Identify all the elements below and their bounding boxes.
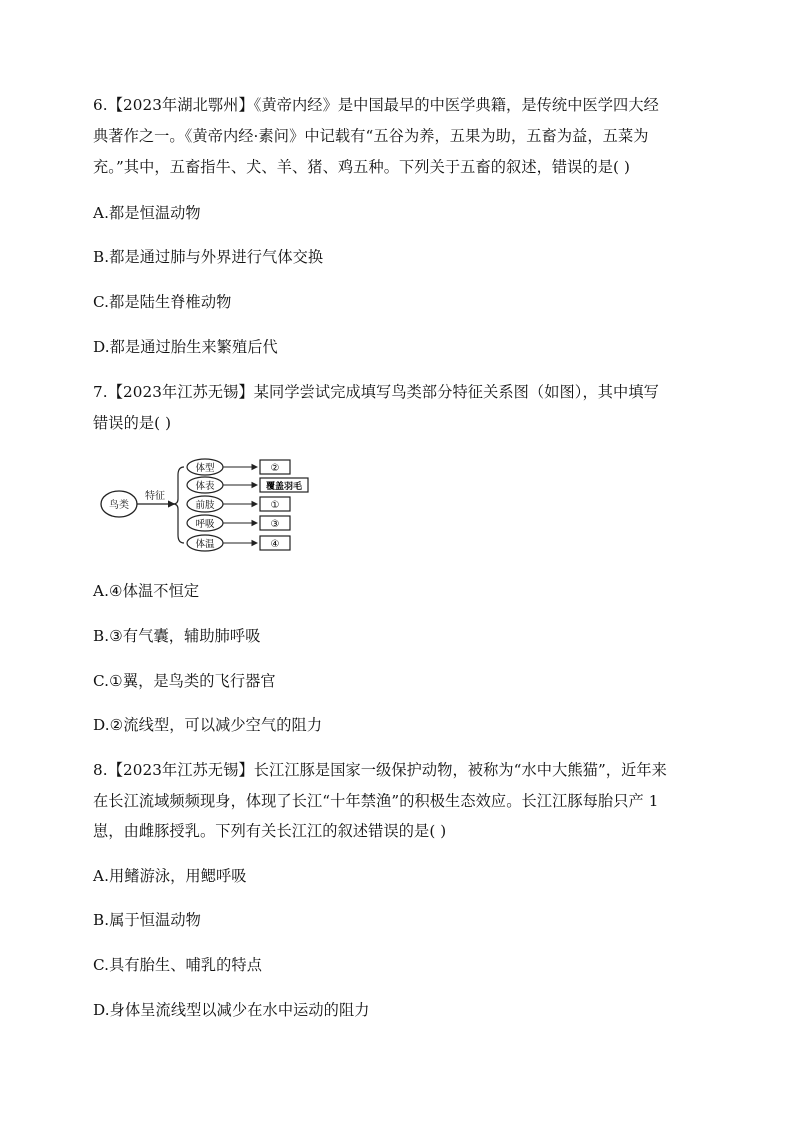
- q6-option-c: C.都是陆生脊椎动物: [93, 293, 232, 311]
- diagram-value-label: ①: [270, 500, 280, 511]
- diagram-row-respiration: [187, 515, 290, 531]
- diagram-feature-label: 体型: [195, 463, 215, 474]
- diagram-link-label: 特征: [145, 491, 165, 502]
- q7-option-d: D.②流线型，可以减少空气的阻力: [93, 716, 323, 734]
- diagram-row-body-shape: [187, 459, 290, 475]
- q7-option-a: A.④体温不恒定: [93, 582, 200, 600]
- diagram-row-forelimb: [187, 496, 290, 512]
- diagram-value-label: ③: [270, 519, 280, 530]
- diagram-row-body-surface: [187, 477, 308, 493]
- q8-stem-line-3: 崽，由雌豚授乳。下列有关长江江的叙述错误的是( ): [93, 822, 447, 840]
- q7-stem-line-1: 7.【2023年江苏无锡】某同学尝试完成填写鸟类部分特征关系图（如图），其中填写: [93, 383, 659, 401]
- diagram-feature-label: 呼吸: [195, 519, 215, 530]
- diagram-row-body-temperature: [187, 535, 290, 551]
- q8-option-b: B.属于恒温动物: [93, 911, 201, 929]
- q8-stem-line-2: 在长江流域频频现身，体现了长江“十年禁渔”的积极生态效应。长江江豚每胎只产 1: [93, 792, 659, 810]
- diagram-feature-label: 前肢: [195, 500, 215, 511]
- diagram-value-label: 覆盖羽毛: [265, 482, 303, 492]
- q8-option-c: C.具有胎生、哺乳的特点: [93, 956, 262, 974]
- diagram-value-label: ④: [270, 539, 280, 550]
- bird-feature-diagram: [100, 455, 310, 553]
- diagram-feature-label: 体温: [195, 539, 215, 550]
- q8-option-d: D.身体呈流线型以减少在水中运动的阻力: [93, 1001, 370, 1019]
- q6-option-a: A.都是恒温动物: [93, 204, 201, 222]
- diagram-brace: [173, 467, 184, 543]
- q6-stem-line-3: 充。”其中，五畜指牛、犬、羊、猪、鸡五种。下列关于五畜的叙述，错误的是( ): [93, 158, 631, 176]
- q8-option-a: A.用鳍游泳，用鳃呼吸: [93, 867, 247, 885]
- diagram-feature-label: 体表: [195, 481, 215, 492]
- diagram-value-label: ②: [270, 463, 280, 474]
- q6-stem-line-2: 典著作之一。《黄帝内经·素问》中记载有“五谷为养，五果为助，五畜为益，五菜为: [93, 127, 649, 145]
- diagram-root-label: 鸟类: [109, 500, 129, 511]
- q8-stem-line-1: 8.【2023年江苏无锡】长江江豚是国家一级保护动物，被称为“水中大熊猫”，近年来: [93, 761, 667, 779]
- q7-option-c: C.①翼，是鸟类的飞行器官: [93, 672, 276, 690]
- q6-stem-line-1: 6.【2023年湖北鄂州】《黄帝内经》是中国最早的中医学典籍，是传统中医学四大经: [93, 96, 659, 114]
- q7-option-b: B.③有气囊，辅助肺呼吸: [93, 627, 261, 645]
- q7-stem-line-2: 错误的是( ): [93, 414, 172, 432]
- q6-option-d: D.都是通过胎生来繁殖后代: [93, 338, 278, 356]
- q6-option-b: B.都是通过肺与外界进行气体交换: [93, 248, 324, 266]
